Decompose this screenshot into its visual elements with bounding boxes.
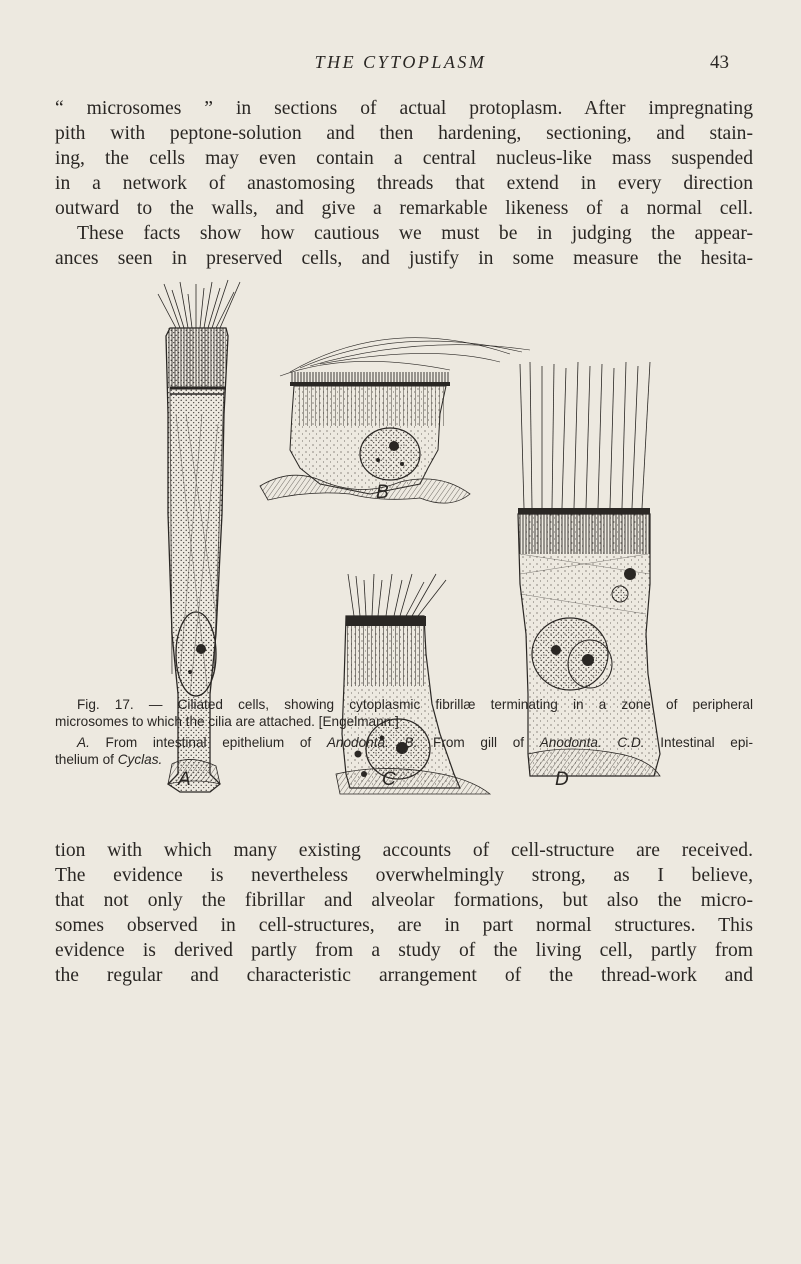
- text-line: ing, the cells may even contain a central nucleus-like mass suspended: [55, 148, 753, 169]
- text-line: somes observed in cell-structures, are in part normal structures. This: [55, 915, 753, 936]
- caption-line: microsomes to which the cilia are attached. [Engelmann.]: [55, 714, 399, 729]
- top-paragraph: [55, 96, 753, 271]
- text-line: the regular and characteristic arrangement of the thread-work and: [55, 965, 753, 986]
- text-line: evidence is derived partly from a study of the living cell, partly from: [55, 940, 753, 961]
- figure-label-c: C: [382, 769, 396, 790]
- caption-line: Fig. 17. — Ciliated cells, showing cytoplasmic fibrillæ terminating in a zone of peripheral: [77, 697, 753, 712]
- text-line: ances seen in preserved cells, and justify in some measure the hesita-: [55, 248, 753, 269]
- text-line: tion with which many existing accounts of cell-structure are received.: [55, 840, 753, 861]
- text-line: “ microsomes ” in sections of actual protoplasm. After impregnating: [55, 98, 753, 119]
- figure-number: Fig. 17.: [77, 697, 134, 712]
- page-number: 43: [710, 52, 729, 73]
- cell-b: [260, 338, 530, 503]
- text-line: that not only the fibrillar and alveolar formations, but also the micro-: [55, 890, 753, 911]
- text-line: The evidence is nevertheless overwhelmingly strong, as I believe,: [55, 865, 753, 886]
- text-line: outward to the walls, and give a remarkable likeness of a normal cell.: [55, 198, 753, 219]
- figure-label-d: D: [555, 769, 569, 790]
- figure-label-a: A: [178, 769, 191, 790]
- text-line: in a network of anastomosing threads that extend in every direction: [55, 173, 753, 194]
- caption-line: thelium of Cyclas.: [55, 752, 163, 767]
- text-line: pith with peptone-solution and then hardening, sectioning, and stain-: [55, 123, 753, 144]
- text-line: These facts show how cautious we must be in judging the appear-: [77, 223, 753, 244]
- running-title: THE CYTOPLASM: [314, 52, 487, 72]
- running-head: [0, 52, 801, 82]
- figure-label-b: B: [376, 482, 389, 503]
- bottom-paragraph: [55, 838, 753, 988]
- figure-caption: [55, 696, 753, 768]
- caption-line: A. From intestinal epithelium of Anodonta. B. From gill of Anodonta. C.D. Intestinal epi-: [77, 735, 753, 750]
